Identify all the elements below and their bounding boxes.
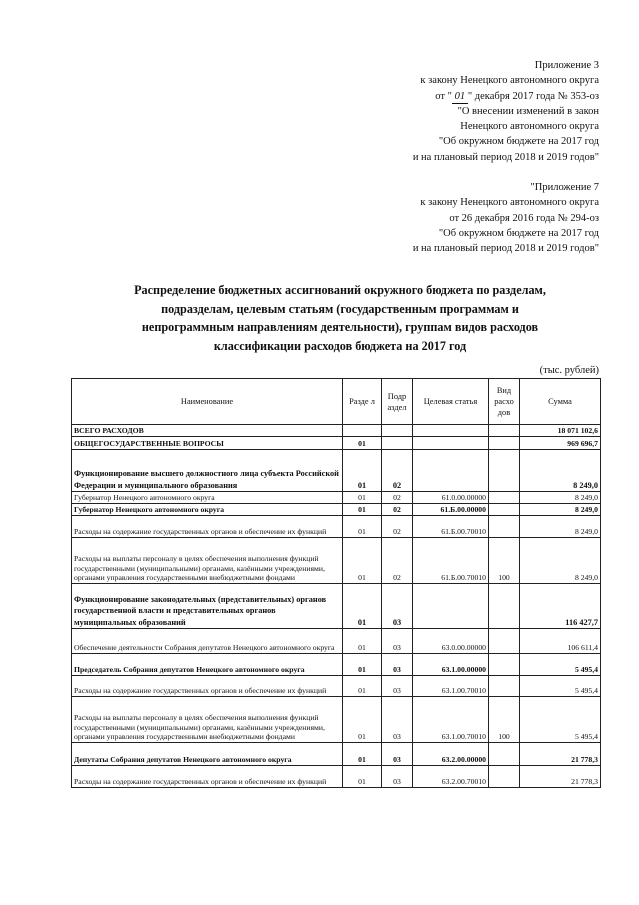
row-subsection: 02 — [382, 538, 413, 584]
appendix-3-note — [413, 58, 599, 165]
row-target: 63.1.00.00000 — [413, 654, 489, 676]
table-row — [72, 584, 601, 629]
row-subsection: 02 — [382, 450, 413, 492]
header-kind: Вид расхо дов — [489, 379, 520, 425]
row-target — [413, 450, 489, 492]
row-section: 01 — [343, 697, 382, 743]
row-target — [413, 584, 489, 629]
row-name: Функционирование высшего должностного лица субъекта Российской Федерации и муниципального образования — [72, 450, 343, 492]
row-sum: 969 696,7 — [520, 437, 601, 450]
row-section: 01 — [343, 504, 382, 516]
row-kind — [489, 516, 520, 538]
budget-table — [71, 378, 601, 788]
row-target: 63.2.00.70010 — [413, 766, 489, 788]
row-subsection — [382, 425, 413, 437]
table-header-row — [72, 379, 601, 425]
row-sum: 21 778,3 — [520, 766, 601, 788]
row-subsection: 03 — [382, 743, 413, 766]
row-name: Губернатор Ненецкого автономного округа — [72, 504, 343, 516]
title-line-4: классификации расходов бюджета на 2017 год — [213, 338, 467, 353]
row-kind — [489, 437, 520, 450]
appendix-3-line-7: и на плановый период 2018 и 2019 годов" — [412, 151, 599, 163]
row-target: 61.Б.00.70010 — [413, 538, 489, 584]
row-kind — [489, 743, 520, 766]
table-row — [72, 676, 601, 697]
row-kind — [489, 766, 520, 788]
appendix-7-line-5: и на плановый период 2018 и 2019 годов" — [412, 243, 599, 255]
row-kind — [489, 654, 520, 676]
row-kind — [489, 492, 520, 504]
row-sum: 5 495,4 — [520, 697, 601, 743]
row-subsection: 03 — [382, 697, 413, 743]
appendix-3-date-prefix: от " — [435, 90, 452, 102]
appendix-3-line-1: Приложение 3 — [534, 60, 599, 71]
row-section — [343, 425, 382, 437]
row-section: 01 — [343, 654, 382, 676]
row-kind: 100 — [489, 538, 520, 584]
row-sum: 5 495,4 — [520, 654, 601, 676]
row-name: Расходы на содержание государственных органов и обеспечение их функций — [72, 676, 343, 697]
table-row — [72, 516, 601, 538]
row-sum: 8 249,0 — [520, 504, 601, 516]
table-row — [72, 492, 601, 504]
row-name: Председатель Собрания депутатов Ненецкого автономного округа — [72, 654, 343, 676]
row-sum: 8 249,0 — [520, 538, 601, 584]
header-section: Разде л — [343, 379, 382, 425]
row-subsection: 02 — [382, 492, 413, 504]
row-section: 01 — [343, 450, 382, 492]
appendix-3-line-6: "Об окружном бюджете на 2017 год — [438, 136, 599, 148]
row-section: 01 — [343, 676, 382, 697]
appendix-3-line-3 — [413, 89, 599, 104]
header-sum: Сумма — [520, 379, 601, 425]
row-section: 01 — [343, 437, 382, 450]
table-row — [72, 629, 601, 654]
row-subsection: 02 — [382, 516, 413, 538]
row-target: 63.1.00.70010 — [413, 676, 489, 697]
row-sum: 116 427,7 — [520, 584, 601, 629]
row-kind — [489, 676, 520, 697]
row-name: Губернатор Ненецкого автономного округа — [72, 492, 343, 504]
row-kind — [489, 450, 520, 492]
table-row — [72, 538, 601, 584]
row-subsection: 03 — [382, 676, 413, 697]
row-target: 61.0.00.00000 — [413, 492, 489, 504]
row-sum: 106 611,4 — [520, 629, 601, 654]
table-row — [72, 425, 601, 437]
table-row — [72, 437, 601, 450]
appendix-7-line-3: от 26 декабря 2016 года № 294-оз — [449, 212, 599, 224]
units-label: (тыс. рублей) — [539, 365, 599, 376]
row-sum: 8 249,0 — [520, 516, 601, 538]
row-subsection: 03 — [382, 654, 413, 676]
row-target — [413, 437, 489, 450]
table-row — [72, 766, 601, 788]
title-line-3: непрограммным направлениям деятельности), группам видов расходов — [141, 320, 539, 335]
row-name: Расходы на содержание государственных органов и обеспечение их функций — [72, 766, 343, 788]
header-target: Целевая статья — [413, 379, 489, 425]
handwritten-day: 01 — [452, 91, 468, 104]
row-section: 01 — [343, 629, 382, 654]
table-row — [72, 743, 601, 766]
row-sum: 21 778,3 — [520, 743, 601, 766]
row-name: Расходы на выплаты персоналу в целях обеспечения выполнения функций государственными (муниципальными) органами, казёнными учреждениями, органами управления государственными внебюджетными фондами — [72, 697, 343, 743]
row-name: Обеспечение деятельности Собрания депутатов Ненецкого автономного округа — [72, 629, 343, 654]
appendix-7-line-2: к закону Ненецкого автономного округа — [420, 197, 599, 209]
appendix-3-line-5: Ненецкого автономного округа — [460, 121, 599, 133]
title-line-1: Распределение бюджетных ассигнований окружного бюджета по разделам, — [134, 283, 546, 297]
row-target: 63.0.00.00000 — [413, 629, 489, 654]
row-section: 01 — [343, 492, 382, 504]
table-row — [72, 697, 601, 743]
row-subsection: 02 — [382, 504, 413, 516]
row-target: 61.Б.00.70010 — [413, 516, 489, 538]
row-section: 01 — [343, 584, 382, 629]
row-name: Расходы на содержание государственных органов и обеспечение их функций — [72, 516, 343, 538]
row-kind — [489, 629, 520, 654]
row-target: 61.Б.00.00000 — [413, 504, 489, 516]
table-row — [72, 450, 601, 492]
row-kind — [489, 425, 520, 437]
row-kind — [489, 584, 520, 629]
title-line-2: подразделам, целевым статьям (государственным программам и — [161, 301, 519, 316]
row-target — [413, 425, 489, 437]
row-target: 63.2.00.00000 — [413, 743, 489, 766]
row-name: Расходы на выплаты персоналу в целях обеспечения выполнения функций государственными (муниципальными) органами, казёнными учреждениями, органами управления государственными внебюджетными фондами — [72, 538, 343, 584]
row-sum: 8 249,0 — [520, 492, 601, 504]
table-row — [72, 654, 601, 676]
row-name: Депутаты Собрания депутатов Ненецкого автономного округа — [72, 743, 343, 766]
row-kind — [489, 504, 520, 516]
row-section: 01 — [343, 743, 382, 766]
row-sum: 18 071 102,6 — [520, 425, 601, 437]
table-row — [72, 504, 601, 516]
appendix-3-line-2: к закону Ненецкого автономного округа — [420, 75, 599, 87]
row-sum: 5 495,4 — [520, 676, 601, 697]
row-section: 01 — [343, 766, 382, 788]
row-subsection — [382, 437, 413, 450]
row-name: ВСЕГО РАСХОДОВ — [72, 425, 343, 437]
header-subsection: Подр аздел — [382, 379, 413, 425]
appendix-3-line-4: "О внесении изменений в закон — [457, 105, 599, 117]
row-sum: 8 249,0 — [520, 450, 601, 492]
row-section: 01 — [343, 538, 382, 584]
row-target: 63.1.00.70010 — [413, 697, 489, 743]
header-name: Наименование — [72, 379, 343, 425]
row-subsection: 03 — [382, 629, 413, 654]
row-subsection: 03 — [382, 766, 413, 788]
appendix-7-note — [413, 180, 599, 256]
document-title — [70, 281, 610, 355]
row-name: Функционирование законодательных (представительных) органов государственной власти и представительных органов муниципальных образований — [72, 584, 343, 629]
row-subsection: 03 — [382, 584, 413, 629]
appendix-3-date-suffix: " декабря 2017 года № 353-оз — [467, 90, 599, 102]
appendix-7-line-4: "Об окружном бюджете на 2017 год — [438, 227, 599, 239]
appendix-7-line-1: "Приложение 7 — [530, 182, 599, 193]
row-kind: 100 — [489, 697, 520, 743]
row-name: ОБЩЕГОСУДАРСТВЕННЫЕ ВОПРОСЫ — [72, 437, 343, 450]
row-section: 01 — [343, 516, 382, 538]
